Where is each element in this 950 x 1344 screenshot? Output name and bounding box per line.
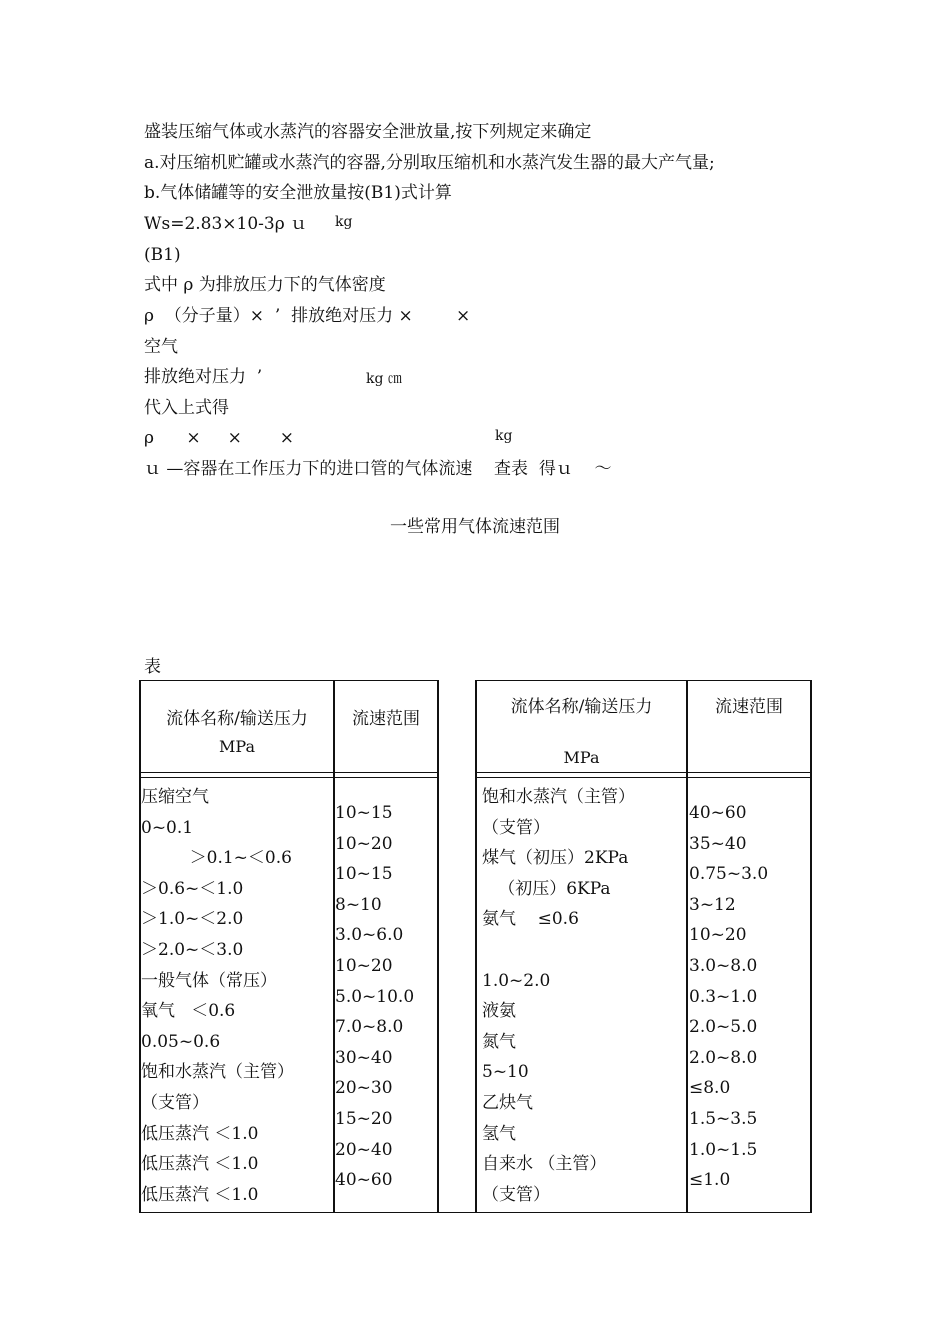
paragraph-line-1: 盛装压缩气体或水蒸汽的容器安全泄放量,按下列规定来确定: [144, 122, 592, 142]
table-border: [437, 680, 439, 1213]
table-border: [139, 772, 438, 773]
table-title: 一些常用气体流速范围: [390, 517, 560, 537]
left-fluid-names: 压缩空气 0~0.1 ＞0.1~＜0.6 ＞0.6~＜1.0 ＞1.0~＜2.0 ＞2.0~＜3.0 一般气体（常压） 氧气 ＜0.6 0.05~0.6 饱和水蒸汽（主管） （支管） 低压蒸汽 ＜1.0 低压蒸汽 ＜1.0 低压蒸汽 ＜1.0: [141, 787, 294, 1205]
table-border: [475, 772, 812, 773]
table-label: 表: [144, 657, 161, 677]
paragraph-line-10: 代入上式得: [144, 398, 229, 418]
paragraph-line-11: ρ × × ×: [144, 428, 294, 448]
density-unit: kg: [495, 428, 513, 444]
formula-line: Ws=2.83×10-3ρ ｕ: [144, 214, 308, 234]
left-header-range: 流速范围: [352, 709, 420, 729]
pressure-unit: kg ㎝: [366, 371, 402, 387]
right-header-name: 流体名称/输送压力: [510, 697, 653, 717]
right-fluid-names: 饱和水蒸汽（主管） （支管） 煤气（初压）2KPa （初压）6KPa 氨气 ≤0.6 1.0~2.0 液氨 氮气 5~10 乙炔气 氢气 自来水 （主管） （支管）: [482, 787, 635, 1205]
table-border: [475, 680, 812, 681]
left-flow-ranges: 10~15 10~20 10~15 8~10 3.0~6.0 10~20 5.0~10.0 7.0~8.0 30~40 20~30 15~20 20~40 40~60: [335, 803, 415, 1191]
left-header-unit: MPa: [219, 737, 255, 756]
paragraph-line-6: 式中 ρ 为排放压力下的气体密度: [144, 275, 386, 295]
table-border: [139, 777, 438, 778]
table-border: [810, 680, 812, 1213]
right-flow-ranges: 40~60 35~40 0.75~3.0 3~12 10~20 3.0~8.0 0.3~1.0 2.0~5.0 2.0~8.0 ≤8.0 1.5~3.5 1.0~1.5 ≤1.0: [689, 803, 769, 1191]
paragraph-line-3: b.气体储罐等的安全泄放量按(B1)式计算: [144, 183, 452, 203]
table-border: [686, 680, 688, 1213]
left-header-name: 流体名称/输送压力: [166, 709, 308, 729]
paragraph-line-8: 空气: [144, 337, 178, 357]
formula-unit: kg: [335, 214, 353, 230]
paragraph-line-9: 排放绝对压力 ’: [144, 367, 263, 387]
right-header-range: 流速范围: [715, 697, 783, 717]
table-border: [139, 680, 438, 681]
paragraph-line-12: ｕ —容器在工作压力下的进口管的气体流速 查表 得ｕ ～: [144, 459, 612, 479]
paragraph-line-2: a.对压缩机贮罐或水蒸汽的容器,分别取压缩机和水蒸汽发生器的最大产气量;: [144, 153, 715, 173]
table-border: [475, 777, 812, 778]
paragraph-line-7: ρ （分子量）× ’ 排放绝对压力 × ×: [144, 306, 471, 326]
right-header-unit: MPa: [563, 748, 600, 767]
formula-label: (B1): [144, 245, 181, 265]
